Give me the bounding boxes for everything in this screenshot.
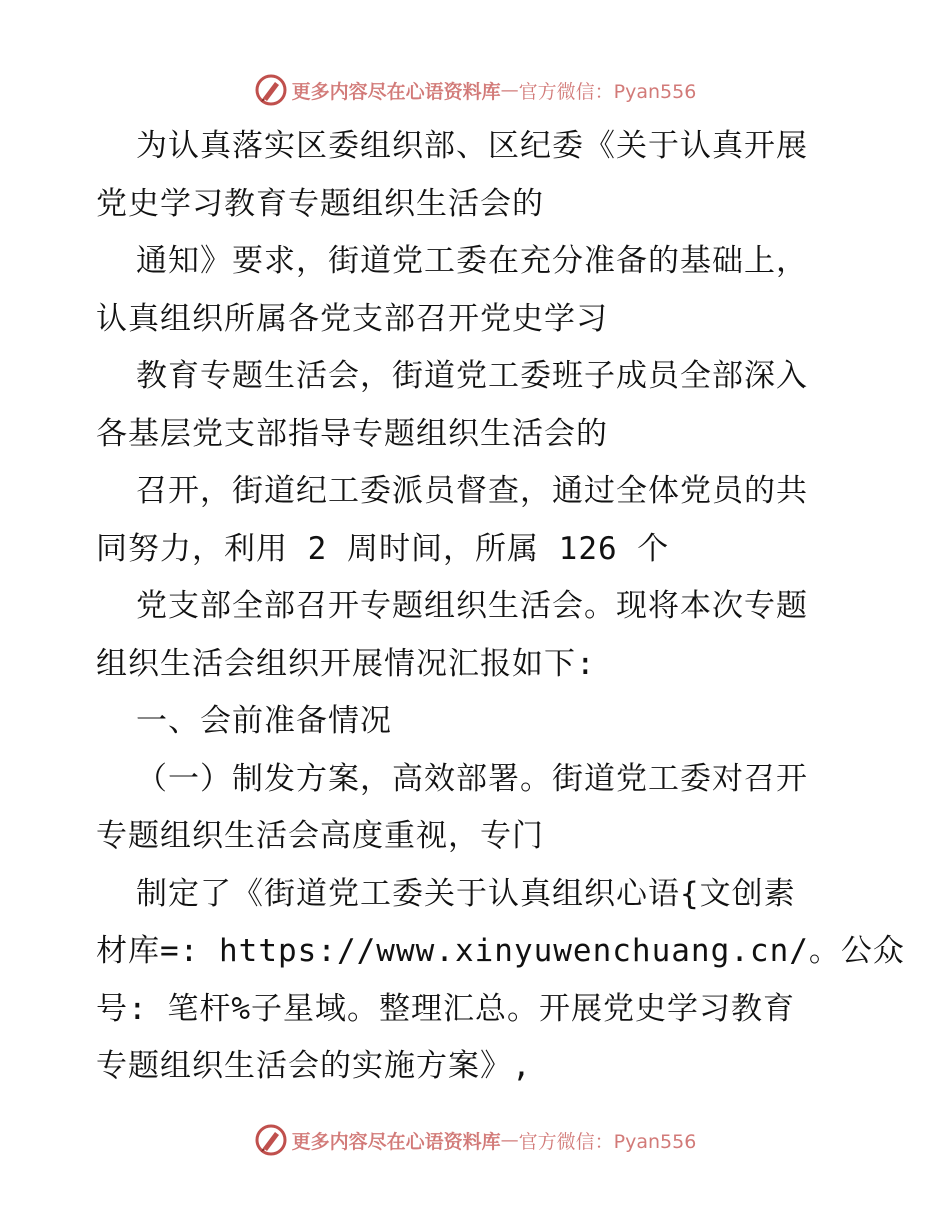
document-body: [96, 118, 905, 1096]
header-watermark: [0, 70, 950, 110]
body-line: 各基层党支部指导专题组织生活会的: [96, 415, 608, 452]
footer-separator: —: [500, 1129, 519, 1151]
body-line: 教育专题生活会，街道党工委班子成员全部深入: [136, 358, 808, 394]
body-line: 为认真落实区委组织部、区纪委《关于认真开展: [136, 128, 808, 164]
footer-watermark: [0, 1120, 950, 1160]
header-wechat: 官方微信：Pyan556: [518, 80, 697, 103]
footer-brand: 更多内容尽在心语资料库: [291, 1130, 501, 1153]
body-line: 党史学习教育专题组织生活会的: [96, 185, 544, 222]
body-line: 同努力，利用 2 周时间，所属 126 个: [96, 530, 670, 567]
body-line: （一）制发方案，高效部署。街道党工委对召开: [136, 760, 808, 797]
body-line: 材库=: https://www.xinyuwenchuang.cn/。公众: [96, 933, 905, 969]
section-heading: 一、会前准备情况: [136, 703, 392, 739]
body-line: 党支部全部召开专题组织生活会。现将本次专题: [136, 588, 808, 624]
body-line: 通知》要求，街道党工委在充分准备的基础上，: [136, 243, 808, 279]
header-brand: 更多内容尽在心语资料库: [291, 80, 501, 103]
body-line: 专题组织生活会高度重视，专门: [96, 818, 544, 854]
pen-logo-icon: [254, 1123, 288, 1157]
header-separator: —: [500, 79, 519, 101]
body-line: 组织生活会组织开展情况汇报如下:: [96, 645, 596, 682]
pen-logo-icon: [254, 73, 288, 107]
body-line: 专题组织生活会的实施方案》,: [96, 1048, 532, 1084]
body-line: 召开，街道纪工委派员督查，通过全体党员的共: [136, 473, 808, 509]
body-line: 号: 笔杆%子星域。整理汇总。开展党史学习教育: [96, 990, 795, 1027]
footer-wechat: 官方微信：Pyan556: [518, 1130, 697, 1153]
body-line: 认真组织所属各党支部召开党史学习: [96, 300, 608, 337]
body-line: 制定了《街道党工委关于认真组织心语{文创素: [136, 875, 796, 912]
